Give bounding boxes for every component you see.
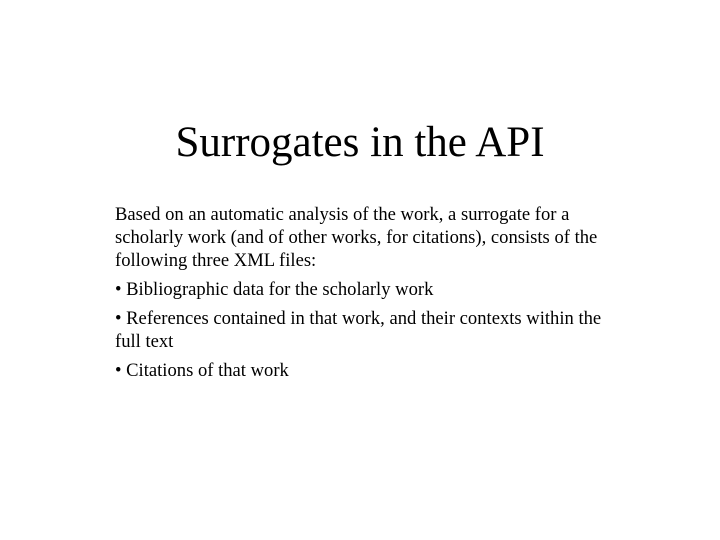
intro-paragraph: Based on an automatic analysis of the work, a surrogate for a scholarly work (and of other works, for citations), consists of the following three XML files: xyxy=(115,204,598,271)
slide-body xyxy=(115,203,625,382)
bullet-item: • Citations of that work xyxy=(115,360,289,381)
bullet-item: • Bibliographic data for the scholarly work xyxy=(115,279,434,300)
bullet-item: • References contained in that work, and their contexts within the full text xyxy=(115,308,602,352)
slide-title: Surrogates in the API xyxy=(175,119,545,166)
